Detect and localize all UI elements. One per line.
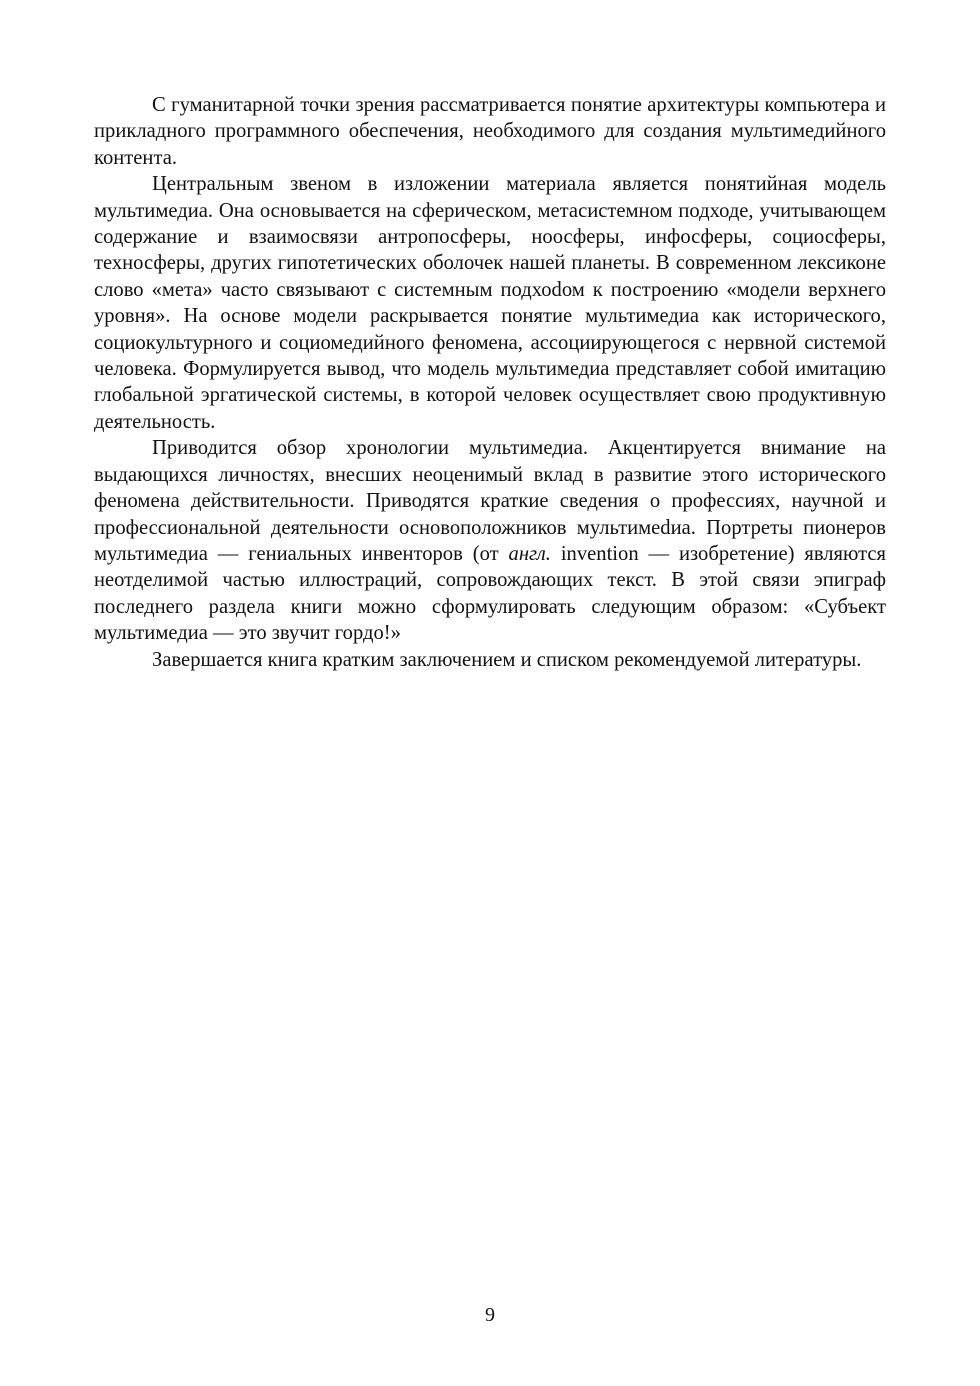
paragraph-2: Центральным звеном в изложении материала является понятийная модель мультимедиа. Она основывается на сферическом, метасистемном подходе, учитывающем содержание и взаимосвязи антропосферы, ноосферы, инфосферы, социосферы, техносферы, других гипотетических оболочек нашей планеты. В современном лексиконе слово «мета» часто связывают с системным подхоdом к построению «модели верхнего уровня». На основе модели раскрывается понятие мультимедиа как исторического, социокультурного и социомедийного феномена, ассоциирующегося с нервной системой человека. Формулируется вывод, что модель мультимедиа представляет собой имитацию глобальной эргатической системы, в которой человек осуществляет свою продуктивную деятельность. [94, 173, 886, 433]
paragraph-4: Завершается книга кратким заключением и списком рекомендуемой литературы. [152, 648, 862, 671]
paragraph-1: С гуманитарной точки зрения рассматривается понятие архитектуры компьютера и прикладного программного обеспечения, необходимого для создания мультимедийного контента. [94, 94, 886, 169]
paragraph-3-italic-abbr: англ. [508, 542, 551, 565]
paragraph-3-text-after: invention — изобретение) являются неотделимой частью иллюстраций, сопровождающих текст. В этой связи эпиграф последнего раздела книги можно сформулировать следующим образом: «Субъект мультимедиа — это звучит гордо!» [94, 542, 886, 645]
page-body [94, 92, 886, 673]
paragraph-3-text-before: Приводится обзор хронологии мультимедиа. Акцентируется внимание на выдающихся личностях, внесших неоценимый вклад в развитие этого исторического феномена действительности. Приводятся краткие сведения о профессиях, научной и профессиональной деятельности основоположников мультимеdиа. Портреты пионеров мультимедиа — гениальных инвенторов (от [94, 437, 886, 565]
page-number: 9 [485, 1304, 495, 1326]
paragraph-3 [94, 435, 886, 646]
